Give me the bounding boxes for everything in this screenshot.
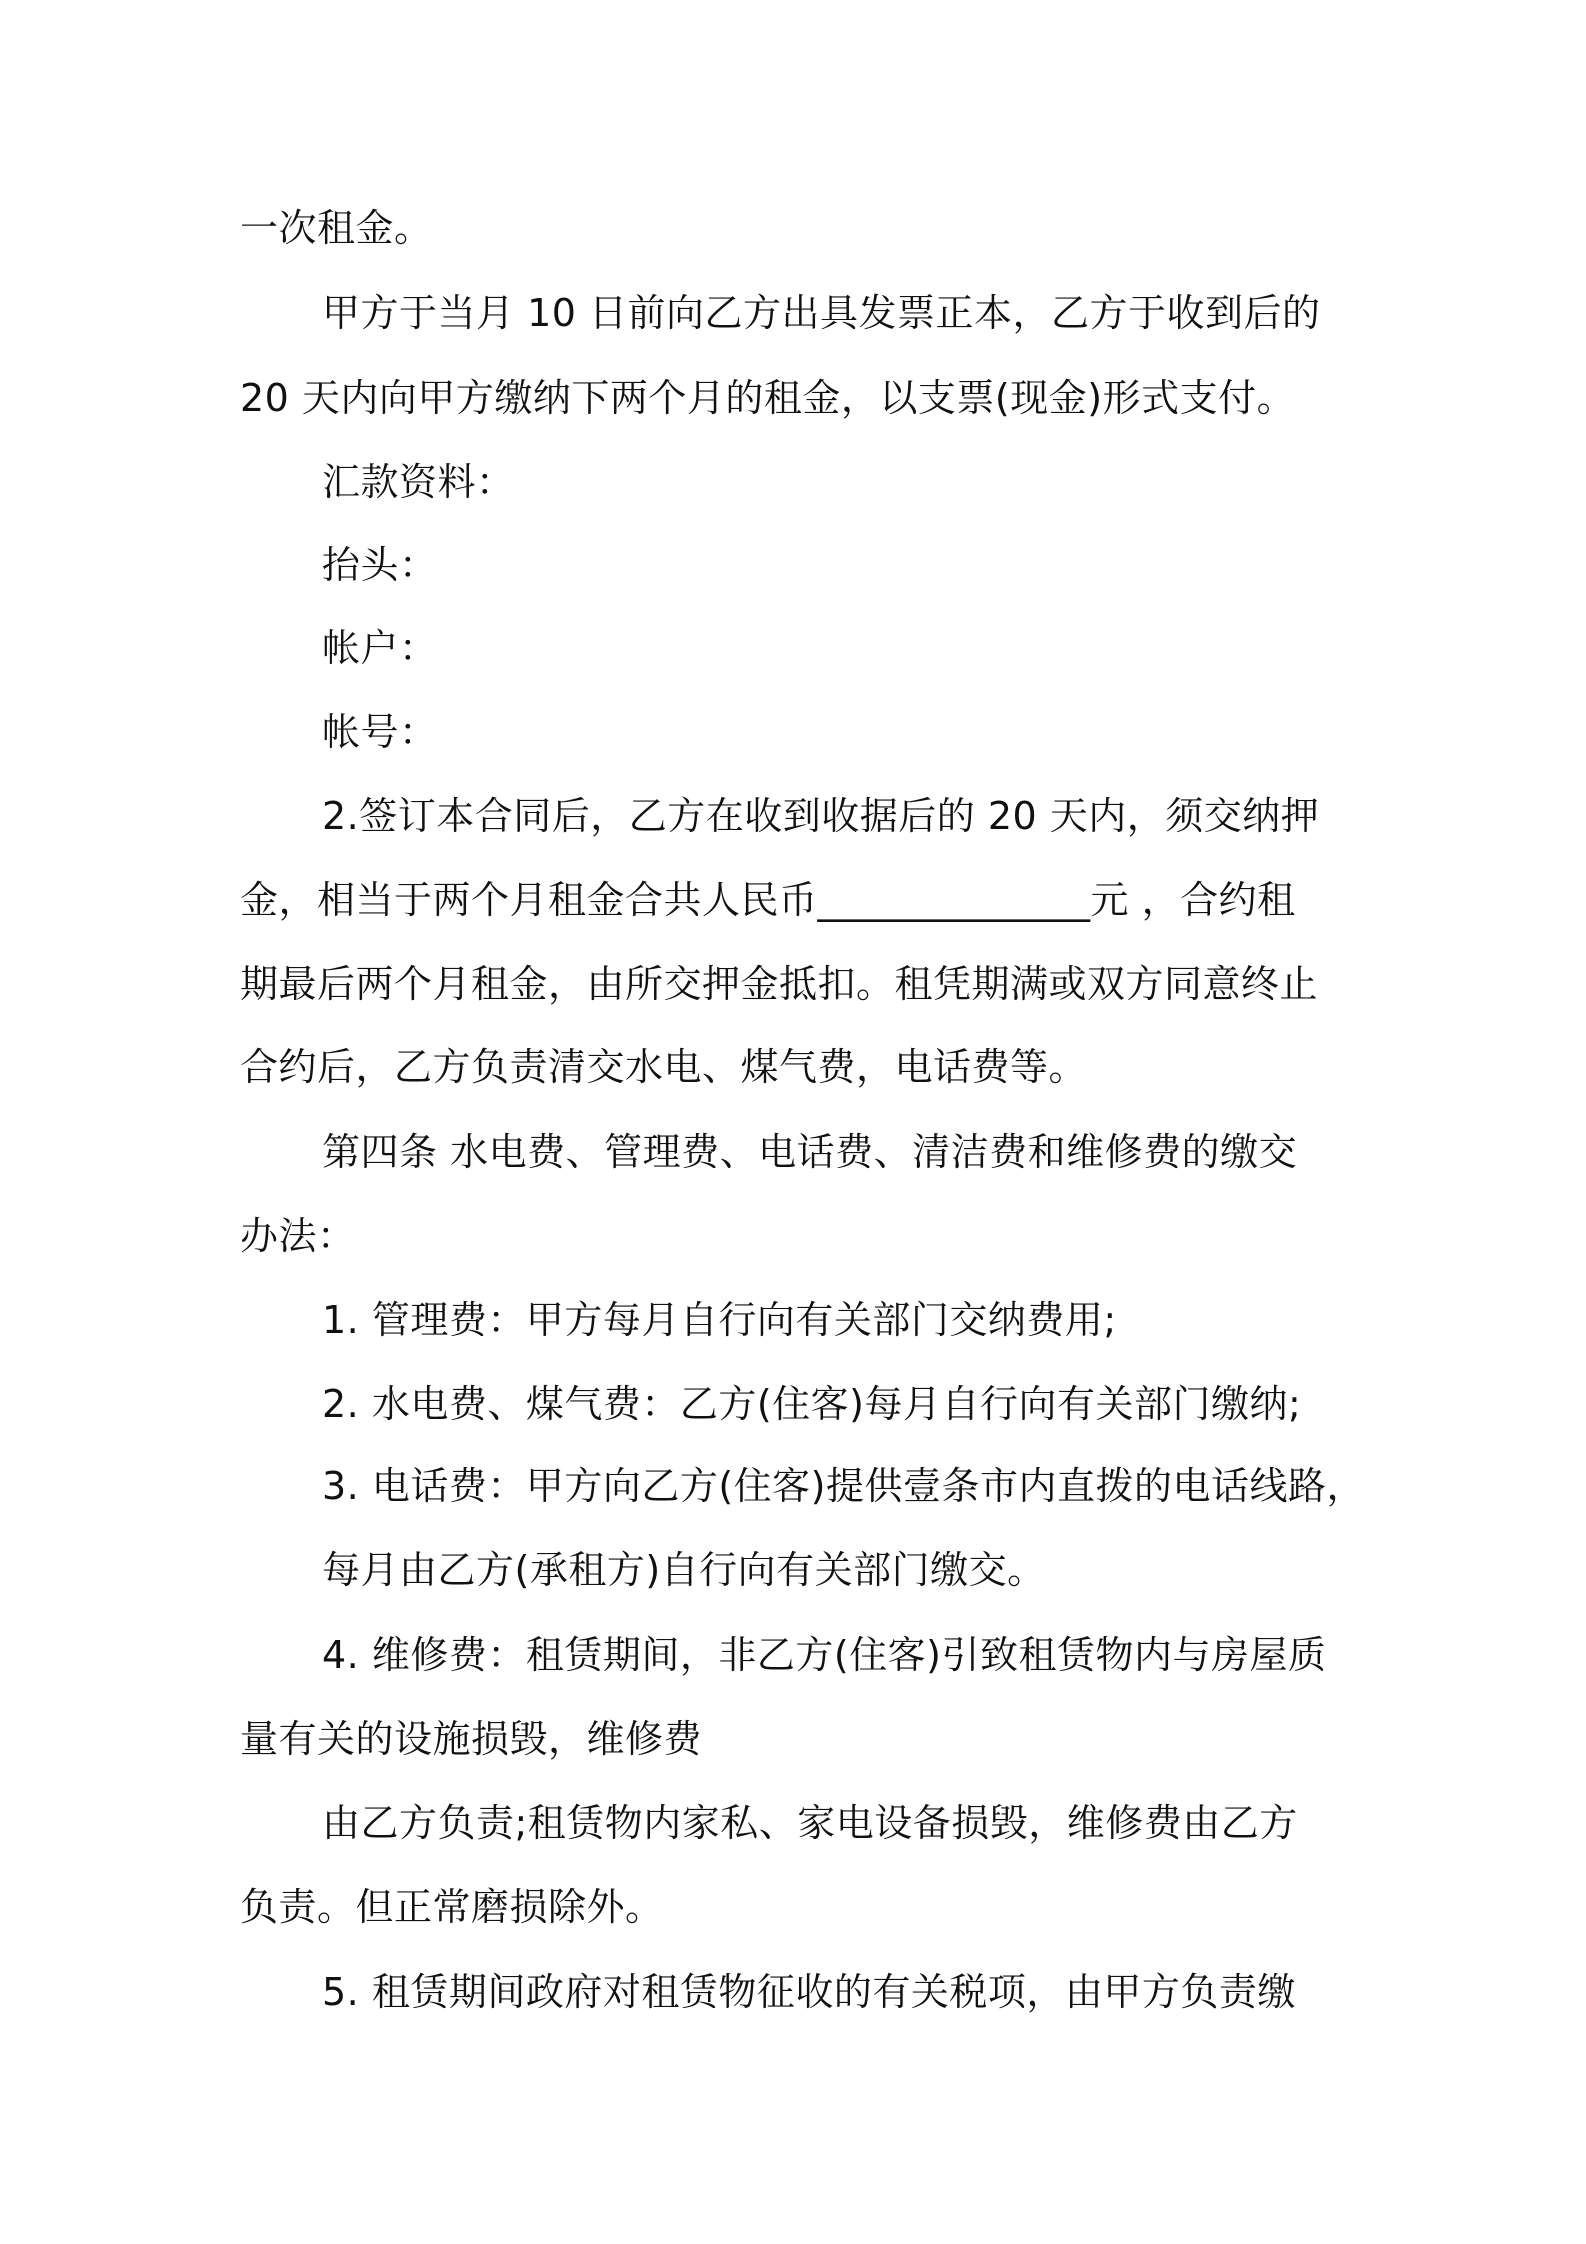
text-line: 2.签订本合同后，乙方在收到收据后的 20 天内，须交纳押 (322, 794, 1320, 838)
text-line: 1. 管理费：甲方每月自行向有关部门交纳费用; (322, 1298, 1117, 1342)
text-line: 5. 租赁期间政府对租赁物征收的有关税项，由甲方负责缴 (322, 1970, 1296, 2014)
text-line: 由乙方负责;租赁物内家私、家电设备损毁，维修费由乙方 (322, 1801, 1298, 1845)
text-line: 帐户： (322, 626, 438, 670)
text-line: 负责。但正常磨损除外。 (240, 1885, 664, 1929)
text-line: 第四条 水电费、管理费、电话费、清洁费和维修费的缴交 (322, 1130, 1298, 1174)
text-line: 甲方于当月 10 日前向乙方出具发票正本，乙方于收到后的 (322, 291, 1321, 335)
text-line: 3. 电话费：甲方向乙方(住客)提供壹条市内直拨的电话线路， (322, 1464, 1365, 1508)
text-line: 一次租金。 (240, 206, 433, 250)
text-line: 2. 水电费、煤气费：乙方(住客)每月自行向有关部门缴纳; (322, 1382, 1302, 1426)
text-line: 汇款资料： (322, 460, 515, 504)
text-line: 帐号： (322, 710, 438, 754)
text-line: 20 天内向甲方缴纳下两个月的租金，以支票(现金)形式支付。 (240, 376, 1296, 420)
text-line: 办法： (240, 1214, 356, 1258)
text-line: 量有关的设施损毁，维修费 (240, 1717, 703, 1761)
text-line: 4. 维修费：租赁期间，非乙方(住客)引致租赁物内与房屋质 (322, 1633, 1327, 1677)
text-line: 每月由乙方(承租方)自行向有关部门缴交。 (322, 1548, 1046, 1592)
text-line: 抬头： (322, 543, 438, 587)
text-line: 金，相当于两个月租金合共人民币______________元 ，合约租 (240, 878, 1296, 922)
text-line: 期最后两个月租金，由所交押金抵扣。租凭期满或双方同意终止 (240, 962, 1319, 1006)
text-line: 合约后，乙方负责清交水电、煤气费，电话费等。 (240, 1045, 1088, 1089)
